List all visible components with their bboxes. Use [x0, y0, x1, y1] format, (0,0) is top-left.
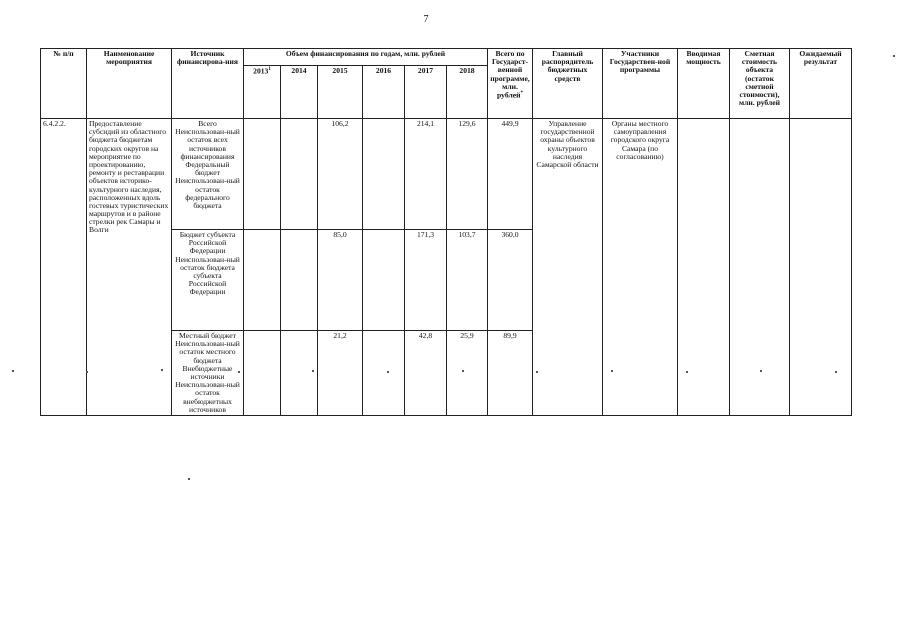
- year-2013-footnote: 1: [268, 67, 271, 72]
- header-estimate: Сметная стоимость объекта (остаток сметной стоимости), млн. рублей: [730, 49, 790, 119]
- header-capacity: Вводимая мощность: [678, 49, 730, 119]
- header-result: Ожидаемый результат: [790, 49, 852, 119]
- cell-2016: [363, 119, 405, 230]
- cell-2014: [281, 331, 318, 416]
- scan-speck: [238, 371, 240, 373]
- scan-speck: [387, 371, 389, 373]
- scan-speck: [161, 369, 163, 371]
- header-name: Наименование мероприятия: [87, 49, 172, 119]
- row-result: [790, 119, 852, 416]
- cell-2016: [363, 230, 405, 331]
- scan-speck: [893, 55, 895, 57]
- cell-2015: 106,2: [318, 119, 363, 230]
- cell-2018: 103,7: [447, 230, 488, 331]
- source-label: Неиспользован-ный остаток местного бюджета: [175, 339, 240, 365]
- page-number: 7: [423, 14, 429, 25]
- row-num: 6.4.2.2.: [41, 119, 87, 416]
- header-participants: Участники Государствен-ной программы: [603, 49, 678, 119]
- header-year-2017: 2017: [405, 66, 447, 119]
- cell-2013: [244, 230, 281, 331]
- cell-2013: [244, 119, 281, 230]
- header-total: Всего по Государст-венной программе, млн. рублей*: [488, 49, 533, 119]
- scan-speck: [86, 371, 88, 373]
- cell-2013: [244, 331, 281, 416]
- scan-speck: [188, 478, 190, 480]
- source-label: Бюджет субъекта Российской Федерации: [179, 230, 236, 256]
- source-label: Внебюджетные источники: [182, 363, 233, 381]
- scan-speck: [12, 370, 14, 372]
- scan-speck: [312, 370, 314, 372]
- scan-speck: [462, 370, 464, 372]
- header-total-footnote: *: [520, 90, 523, 96]
- sources-group-2: [172, 230, 244, 331]
- cell-2015: 21,2: [318, 331, 363, 416]
- header-year-2013: 2013$^1$: [244, 66, 281, 119]
- header-admin: Главный распорядитель бюджетных средств: [533, 49, 603, 119]
- cell-total: 89,9: [488, 331, 533, 416]
- funding-table: [40, 48, 852, 416]
- cell-2017: 214,1: [405, 119, 447, 230]
- sources-group-1: [172, 119, 244, 230]
- header-year-2016: 2016: [363, 66, 405, 119]
- scan-speck: [536, 371, 538, 373]
- header-year-2014: 2014: [281, 66, 318, 119]
- source-label: Неиспользован-ный остаток федерального бюджета: [175, 176, 240, 210]
- scan-speck: [686, 371, 688, 373]
- source-label: Всего: [198, 119, 217, 128]
- row-name: Предоставление субсидий из областного бюджета бюджетам городских округов на мероприятие по проектированию, ремонту и реставрации объектов историко-культурного наследия, расположенных вдоль гостевых туристических маршрутов и в районе стрелки рек Самары и Волги: [87, 119, 172, 416]
- source-label: Федеральный бюджет: [185, 159, 230, 178]
- header-funding-span: Объем финансирования по годам, млн. рублей: [244, 49, 488, 66]
- cell-total: 449,9: [488, 119, 533, 230]
- scan-speck: [760, 370, 762, 372]
- source-label: Неиспользован-ный остаток внебюджетных источников: [175, 380, 240, 414]
- sources-group-3: [172, 331, 244, 416]
- cell-total: 360,0: [488, 230, 533, 331]
- scan-speck: [835, 371, 837, 373]
- source-label: Неиспользован-ный остаток бюджета субъекта Российской Федерации: [175, 254, 240, 297]
- header-source: Источник финансирова-ния: [172, 49, 244, 119]
- header-num: № п/п: [41, 49, 87, 119]
- cell-2014: [281, 119, 318, 230]
- scan-speck: [611, 370, 613, 372]
- cell-2017: 171,3: [405, 230, 447, 331]
- cell-2014: [281, 230, 318, 331]
- cell-2017: 42,8: [405, 331, 447, 416]
- cell-2018: 129,6: [447, 119, 488, 230]
- row-participants: Органы местного самоуправления городского округа Самара (по согласованию): [603, 119, 678, 416]
- cell-2018: 25,9: [447, 331, 488, 416]
- header-year-2018: 2018: [447, 66, 488, 119]
- header-year-2015: 2015: [318, 66, 363, 119]
- table-row-group-1: [41, 119, 852, 230]
- cell-2015: 85,0: [318, 230, 363, 331]
- source-label: Неиспользован-ный остаток всех источников финансирования: [175, 127, 240, 161]
- cell-2016: [363, 331, 405, 416]
- row-admin: Управление государственной охраны объектов культурного наследия Самарской области: [533, 119, 603, 416]
- source-label: Местный бюджет: [179, 331, 236, 340]
